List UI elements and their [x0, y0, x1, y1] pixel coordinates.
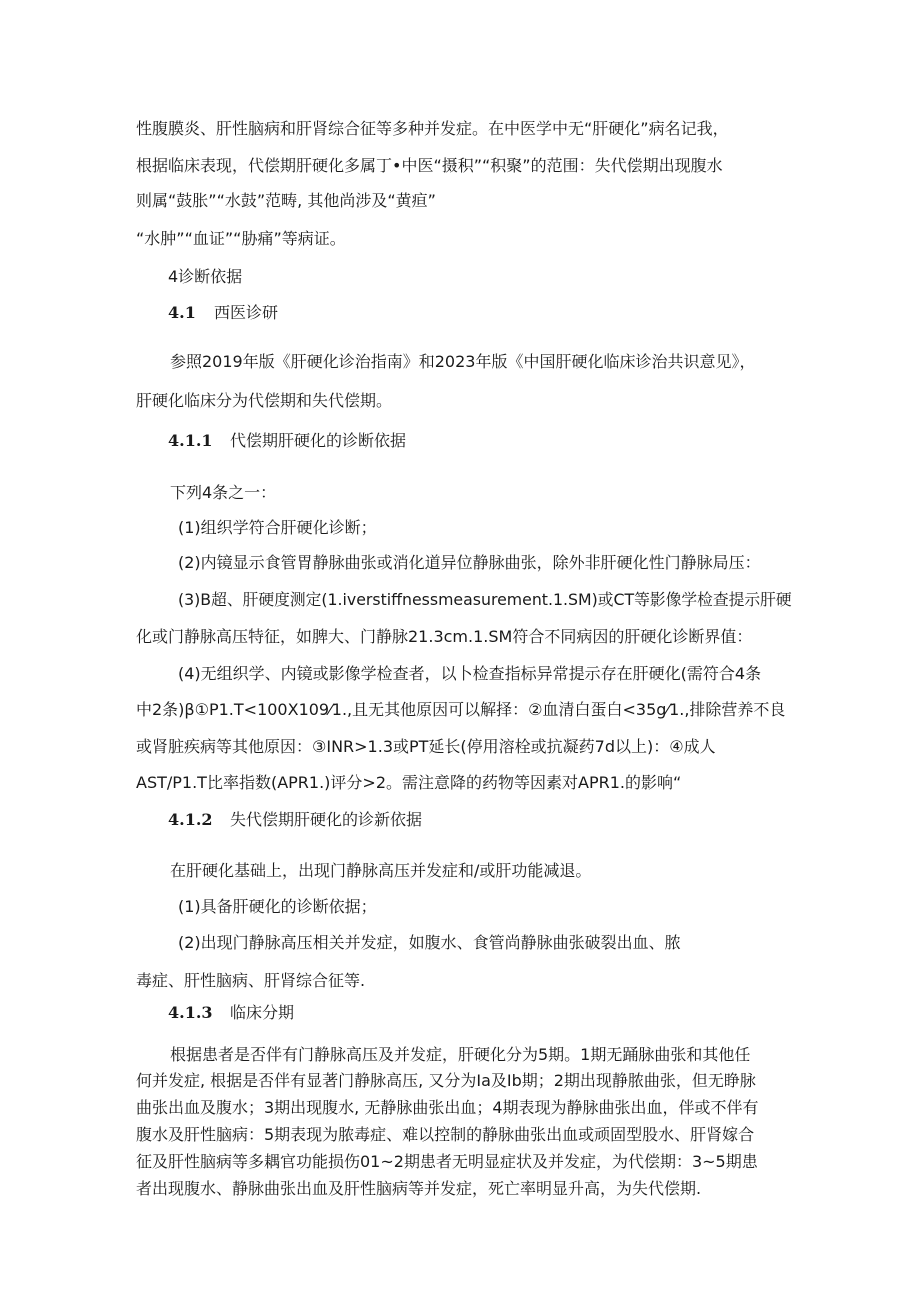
intro-line-2: 根据临床表现，代偿期肝硬化多属丁•中医“摄积”“积聚”的范围：失代偿期出现腹水: [136, 156, 723, 175]
section-4-1-para-line-2: 肝硬化临床分为代偿期和失代偿期。: [136, 391, 393, 410]
section-4-1-title: 西医诊研: [214, 303, 279, 322]
section-4-1-1-heading: [168, 430, 406, 452]
section-4-1-2-title: 失代偿期肝硬化的诊新依据: [230, 810, 423, 829]
section-4-1-number: 4.1: [168, 303, 196, 322]
section-4-1-1-item-4-line-2: 中2条)β①P1.T<100X109⁄1.,且无其他原因可以解择：②血清白蛋白<35g⁄1.,排除营养不良: [136, 700, 786, 719]
section-4-1-para-line-1: 参照2019年版《肝硬化诊治指南》和2023年版《中国肝硬化临床诊治共识意见》，: [170, 352, 756, 371]
section-4-1-2-number: 4.1.2: [168, 810, 213, 829]
section-4-1-1-item-4-line-3: 或肾脏疾病等其他原因：③INR>1.3或PT延长(停用溶栓或抗凝药7d以上)：④成人: [136, 737, 716, 756]
section-4-1-2-heading: [168, 809, 422, 831]
section-4-1-2-item-2-line-2: 毒症、肝性脑病、肝肾综合征等.: [136, 971, 366, 990]
section-4-heading: 4诊断依据: [168, 267, 243, 286]
section-4-1-2-item-2-line-1: (2)出现门静脉高压相关并发症，如腹水、食管尚静脉曲张破裂出血、脓: [178, 933, 681, 952]
section-4-1-2-item-1: (1)具备肝硬化的诊断依据；: [178, 897, 377, 916]
section-4-1-3-heading: [168, 1002, 294, 1024]
section-4-1-1-item-3-line-1: (3)B超、肝硬度测定(1.iverstiffnessmeasurement.1.SM)或CT等影像学检查提示肝硬: [178, 590, 792, 609]
section-4-1-3-para-line-3: 曲张出血及腹水；3期出现腹水, 无静脉曲张出血；4期表现为静脉曲张出血，伴或不伴有: [136, 1098, 759, 1117]
intro-line-4: “水肿”“血证”“胁痛”等病证。: [136, 229, 346, 248]
section-4-1-2-lead: 在肝硬化基础上，出现门静脉高压并发症和/或肝功能减退。: [170, 861, 592, 880]
section-4-1-3-para-line-2: 何并发症, 根据是否伴有显著门静脉高压, 又分为Ia及Ib期；2期出现静脓曲张，但无睁脉: [136, 1071, 756, 1090]
section-4-1-1-item-2: (2)内镜显示食管胃静脉曲张或消化道异位静脉曲张，除外非肝硬化性门静脉局压：: [178, 553, 761, 572]
section-4-1-3-number: 4.1.3: [168, 1003, 213, 1022]
intro-line-3: 则属“鼓胀”“水鼓”范畴, 其他尚涉及“黄疸”: [136, 191, 436, 210]
section-4-1-1-title: 代偿期肝硬化的诊断依据: [230, 431, 407, 450]
section-4-1-3-para-line-4: 腹水及肝性脑病：5期表现为脓毒症、难以控制的静脉曲张出血或顽固型股水、肝肾嫁合: [136, 1125, 755, 1144]
section-4-1-3-para-line-6: 者出现腹水、静脉曲张出血及肝性脑病等并发症，死亡率明显升高，为失代偿期.: [136, 1179, 702, 1198]
section-4-1-3-para-line-5: 征及肝性脑病等多耦官功能损伤01~2期患者无明显症状及并发症，为代偿期：3~5期患: [136, 1152, 758, 1171]
section-4-1-1-item-1: (1)组织学符合肝硬化诊断；: [178, 518, 377, 537]
section-4-1-3-title: 临床分期: [230, 1003, 295, 1022]
section-4-1-1-number: 4.1.1: [168, 431, 213, 450]
section-4-1-1-item-4-line-1: (4)无组织学、内镜或影像学检查者，以卜检查指标异常提示存在肝硬化(需符合4条: [178, 664, 762, 683]
section-4-1-1-item-4-line-4: AST/P1.T比率指数(APR1.)评分>2。需注意降的药物等因素对APR1.的影响“: [136, 773, 682, 792]
section-4-1-1-lead: 下列4条之一：: [170, 483, 277, 502]
section-4-1-1-item-3-line-2: 化或门静脉高压特征，如脾大、门静脉21.3cm.1.SM符合不同病因的肝硬化诊断界值：: [136, 627, 753, 646]
intro-line-1: 性腹膜炎、肝性脑病和肝肾综合征等多种并发症。在中医学中无“肝硬化”病名记我，: [136, 119, 729, 138]
section-4-1-3-para-line-1: 根据患者是否伴有门静脉高压及并发症，肝硬化分为5期。1期无踊脉曲张和其他任: [170, 1045, 751, 1064]
section-4-1-heading: [168, 302, 278, 324]
